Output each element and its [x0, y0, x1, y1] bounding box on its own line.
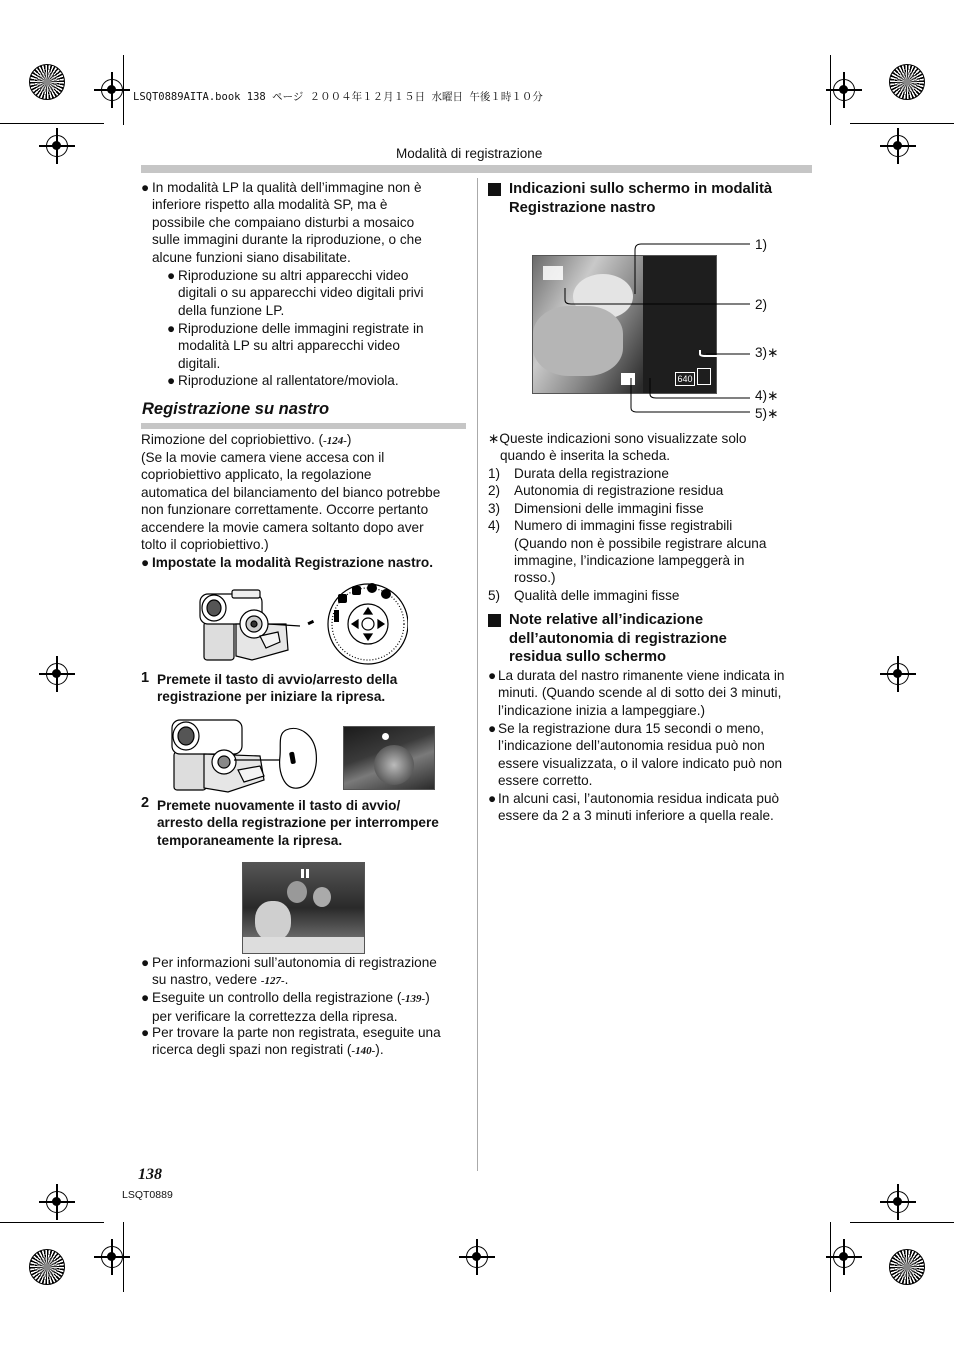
page-reference: -124- [323, 435, 347, 447]
crosshair-icon [46, 663, 68, 685]
callout-label: 3)∗ [755, 345, 779, 360]
camera-mode-dial-illustration [196, 580, 408, 670]
crosshair-icon [46, 1191, 68, 1213]
list-item: ● In alcuni casi, l’autonomia residua indicata può essere da 2 a 3 minuti inferiore a quella reale. [488, 791, 780, 824]
section-heading: Indicazioni sullo schermo in modalità Registrazione nastro [488, 180, 813, 218]
camera-record-button-illustration [168, 716, 323, 796]
callout-label: 5)∗ [755, 406, 779, 421]
callout-label: 1) [755, 237, 768, 252]
step-number: 2 [141, 795, 150, 811]
registration-rosette-icon [29, 64, 65, 100]
list-item: ● Se la registrazione dura 15 secondi o meno, l’indicazione dell’autonomia residua può non essere visualizzata, o il valore indicato può non essere corretto. [488, 721, 783, 789]
step-number: 1 [141, 670, 150, 686]
footnote: ∗Queste indicazioni sono visualizzate solo quando è inserita la scheda. [488, 431, 747, 464]
crosshair-icon [101, 79, 123, 101]
page-number: 138 [138, 1166, 162, 1183]
step-text: Premete nuovamente il tasto di avvio/ arresto della registrazione per interrompere temporaneamente la ripresa. [157, 798, 439, 848]
crosshair-icon [46, 135, 68, 157]
picture-size-indicator: 640 [675, 372, 695, 386]
header-bar [141, 165, 812, 173]
registration-rosette-icon [889, 1249, 925, 1285]
list-item: ● Per informazioni sull’autonomia di registrazione su nastro, vedere -127-. [141, 955, 437, 988]
list-item: ● Riproduzione su altri apparecchi video digitali o su apparecchi video digitali privi della funzione LP. [167, 268, 424, 318]
paragraph: (Se la movie camera viene accesa con il copriobiettivo applicato, la regolazione automatica del bilanciamento del bianco potrebbe non funzionare correttamente. Occorre pertanto accendere la movie camera soltanto dopo aver tolto il copriobiettivo.) [141, 450, 441, 553]
heading-square-icon [488, 183, 501, 196]
section-title: Modalità di registrazione [396, 146, 543, 161]
removal-line: Rimozione del copriobiettivo. (-124-) [141, 432, 352, 447]
column-divider [477, 178, 478, 1171]
list-item: ● Riproduzione delle immagini registrate in modalità LP su altri apparecchi video digitali. [167, 321, 424, 371]
page-reference: -140- [351, 1045, 376, 1058]
list-item: ● Impostate la modalità Registrazione nastro. [141, 555, 434, 570]
crosshair-icon [887, 1191, 909, 1213]
crosshair-icon [101, 1246, 123, 1268]
list-item: ● Riproduzione al rallentatore/moviola. [167, 373, 399, 388]
heading-rule [141, 423, 466, 429]
document-code: LSQT0889 [122, 1189, 173, 1201]
list-item: ● Per trovare la parte non registrata, eseguite una ricerca degli spazi non registrati (-140-). [141, 1025, 441, 1058]
page-reference: -139- [401, 993, 426, 1005]
section-heading: Registrazione su nastro [142, 400, 330, 418]
callout-lines [560, 236, 760, 426]
crosshair-icon [833, 79, 855, 101]
legend-list: 1) Durata della registrazione 2) Autonomia di registrazione residua 3) Dimensioni delle immagini fisse 4) Numero di immagini fisse registrabili (Quando non è possibile registrare alcuna immagine, l’indicazione lampeggerà in rosso.) 5) Qualità delle immagini fisse [488, 466, 767, 603]
teddy-bear-photo [242, 862, 365, 954]
list-item: ● La durata del nastro rimanente viene indicata in minuti. (Quando scende al di sotto dei 3 minuti, l’indicazione inizia a lampeggiare.) [488, 668, 785, 718]
list-item: ● In modalità LP la qualità dell’immagine non è inferiore rispetto alla modalità SP, ma è possibile che compaiano disturbi a mosaico sulle immagini durante la riproduzione, o che alcune funzioni siano disabilitate. [141, 180, 422, 265]
callout-label: 2) [755, 297, 768, 312]
heading-square-icon [488, 614, 501, 627]
lion-photo [343, 726, 435, 790]
list-item: ● Eseguite un controllo della registrazione (-139-) per verificare la correttezza della ripresa. [141, 990, 430, 1025]
crosshair-icon [887, 135, 909, 157]
callout-label: 4)∗ [755, 388, 779, 403]
crosshair-icon [887, 663, 909, 685]
registration-rosette-icon [29, 1249, 65, 1285]
crosshair-icon [833, 1246, 855, 1268]
step-text: Premete il tasto di avvio/arresto della registrazione per iniziare la ripresa. [157, 672, 398, 705]
print-meta-line: LSQT0889AITA.book 138 ページ ２００４年１２月１５日 水曜日 午後１時１０分 [133, 91, 543, 103]
crosshair-icon [466, 1246, 488, 1268]
registration-rosette-icon [889, 64, 925, 100]
section-heading: Note relative all’indicazione dell’autonomia di registrazione residua sullo schermo [488, 611, 813, 667]
page-reference: -127- [260, 975, 285, 988]
